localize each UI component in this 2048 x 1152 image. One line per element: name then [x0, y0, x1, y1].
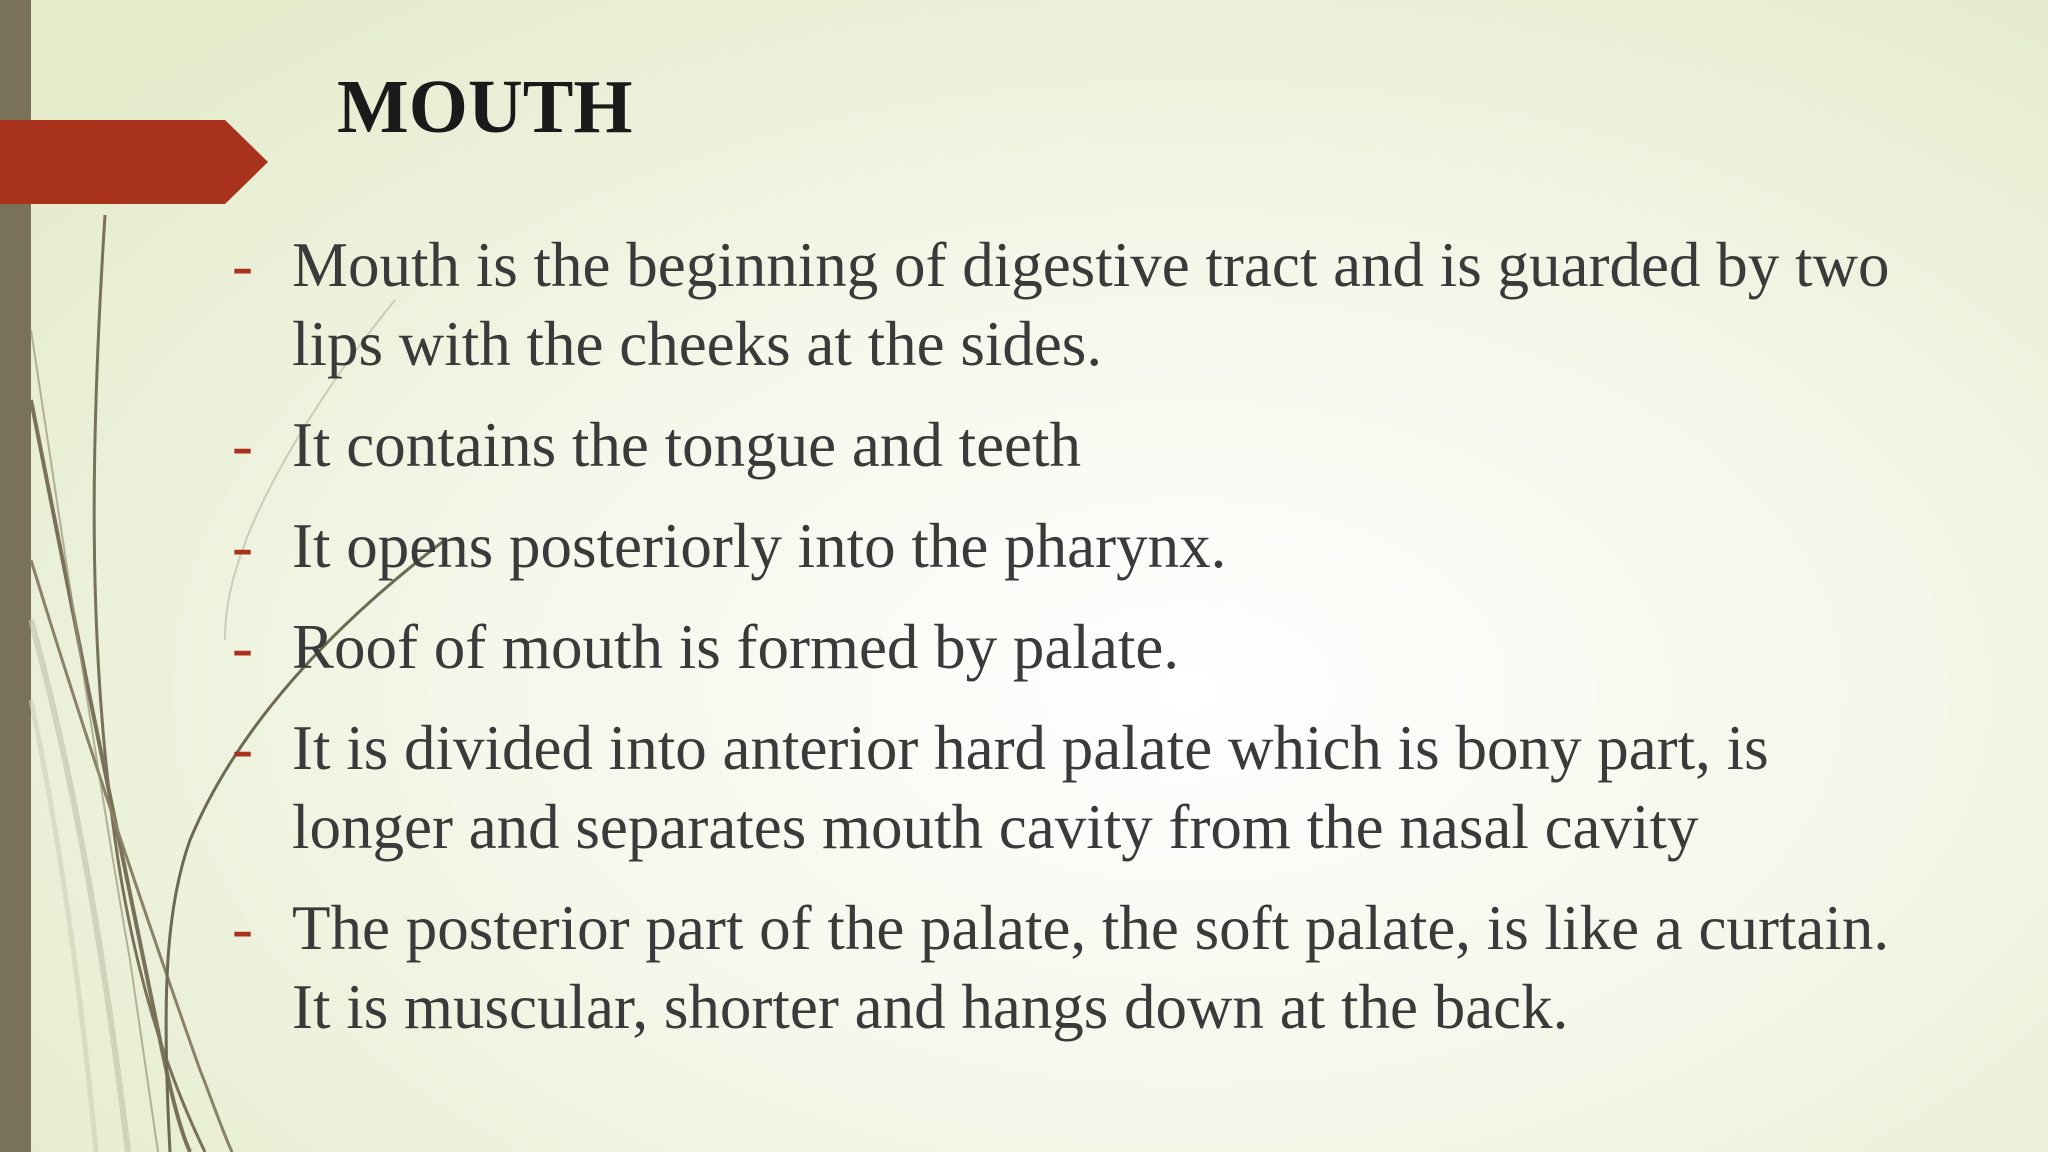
bullet-item	[232, 608, 1932, 687]
bullet-text: Mouth is the beginning of digestive tract and is guarded by two lips with the cheeks at the sides.	[292, 230, 1890, 379]
slide-title: MOUTH	[337, 65, 633, 149]
bullet-dash: -	[232, 893, 253, 963]
bullet-text: It contains the tongue and teeth	[292, 410, 1082, 480]
bullet-dash: -	[232, 230, 253, 300]
bullet-list	[232, 226, 1932, 1069]
bullet-text: Roof of mouth is formed by palate.	[292, 612, 1180, 682]
bullet-text: The posterior part of the palate, the soft palate, is like a curtain. It is muscular, shorter and hangs down at the back.	[292, 893, 1890, 1042]
bullet-text: It is divided into anterior hard palate which is bony part, is longer and separates mouth cavity from the nasal cavity	[292, 713, 1769, 862]
bullet-dash: -	[232, 713, 253, 783]
bullet-dash: -	[232, 511, 253, 581]
bullet-dash: -	[232, 410, 253, 480]
bullet-item	[232, 507, 1932, 586]
bullet-item	[232, 889, 1932, 1047]
title-arrow-tab	[0, 120, 270, 204]
bullet-dash: -	[232, 612, 253, 682]
bullet-item	[232, 709, 1932, 867]
bullet-item	[232, 226, 1932, 384]
bullet-text: It opens posteriorly into the pharynx.	[292, 511, 1227, 581]
bullet-item	[232, 406, 1932, 485]
